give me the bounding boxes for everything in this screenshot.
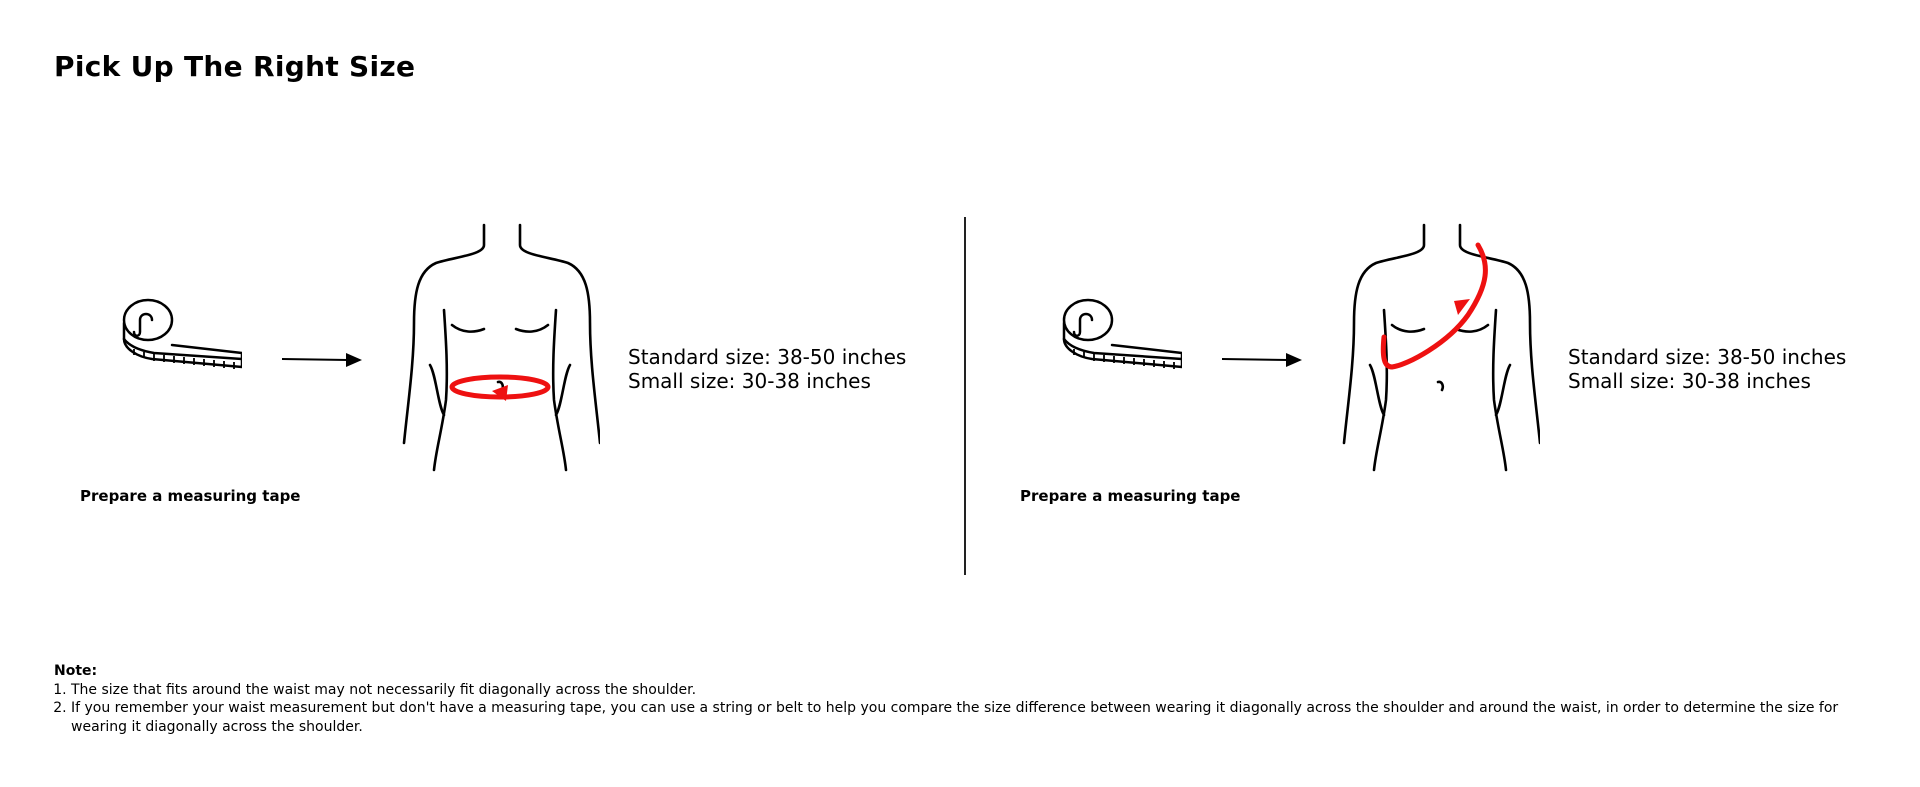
- size-info: [1568, 345, 1846, 393]
- measuring-tape-icon: [1052, 295, 1182, 389]
- small-size-text: Small size: 30-38 inches: [1568, 369, 1811, 393]
- note-item: 2. If you remember your waist measurement but don't have a measuring tape, you can use a string or belt to help you compare the size difference between wearing it diagonally across the shoulder and around the waist, in order to determine the size for wearing it diagonally across the shoulder.: [71, 699, 1854, 736]
- arrow-right-icon: [1218, 345, 1308, 379]
- size-info: [628, 345, 906, 393]
- waist-measurement-panel: [0, 205, 907, 525]
- torso-diagonal-measurement-icon: [1340, 215, 1540, 479]
- standard-size-text: Standard size: 38-50 inches: [628, 345, 907, 369]
- tape-caption: Prepare a measuring tape: [1020, 487, 1241, 505]
- notes-section: [54, 662, 1854, 736]
- diagonal-measurement-panel: [940, 205, 1847, 525]
- notes-title: Note:: [54, 663, 98, 679]
- tape-caption: Prepare a measuring tape: [80, 487, 301, 505]
- torso-waist-measurement-icon: [400, 215, 600, 479]
- note-item: 1. The size that fits around the waist may not necessarily fit diagonally across the shoulder.: [71, 681, 1854, 700]
- arrow-right-icon: [278, 345, 368, 379]
- notes-list: [54, 681, 1854, 737]
- measuring-tape-icon: [112, 295, 242, 389]
- standard-size-text: Standard size: 38-50 inches: [1568, 345, 1847, 369]
- small-size-text: Small size: 30-38 inches: [628, 369, 871, 393]
- page-title: Pick Up The Right Size: [54, 50, 416, 83]
